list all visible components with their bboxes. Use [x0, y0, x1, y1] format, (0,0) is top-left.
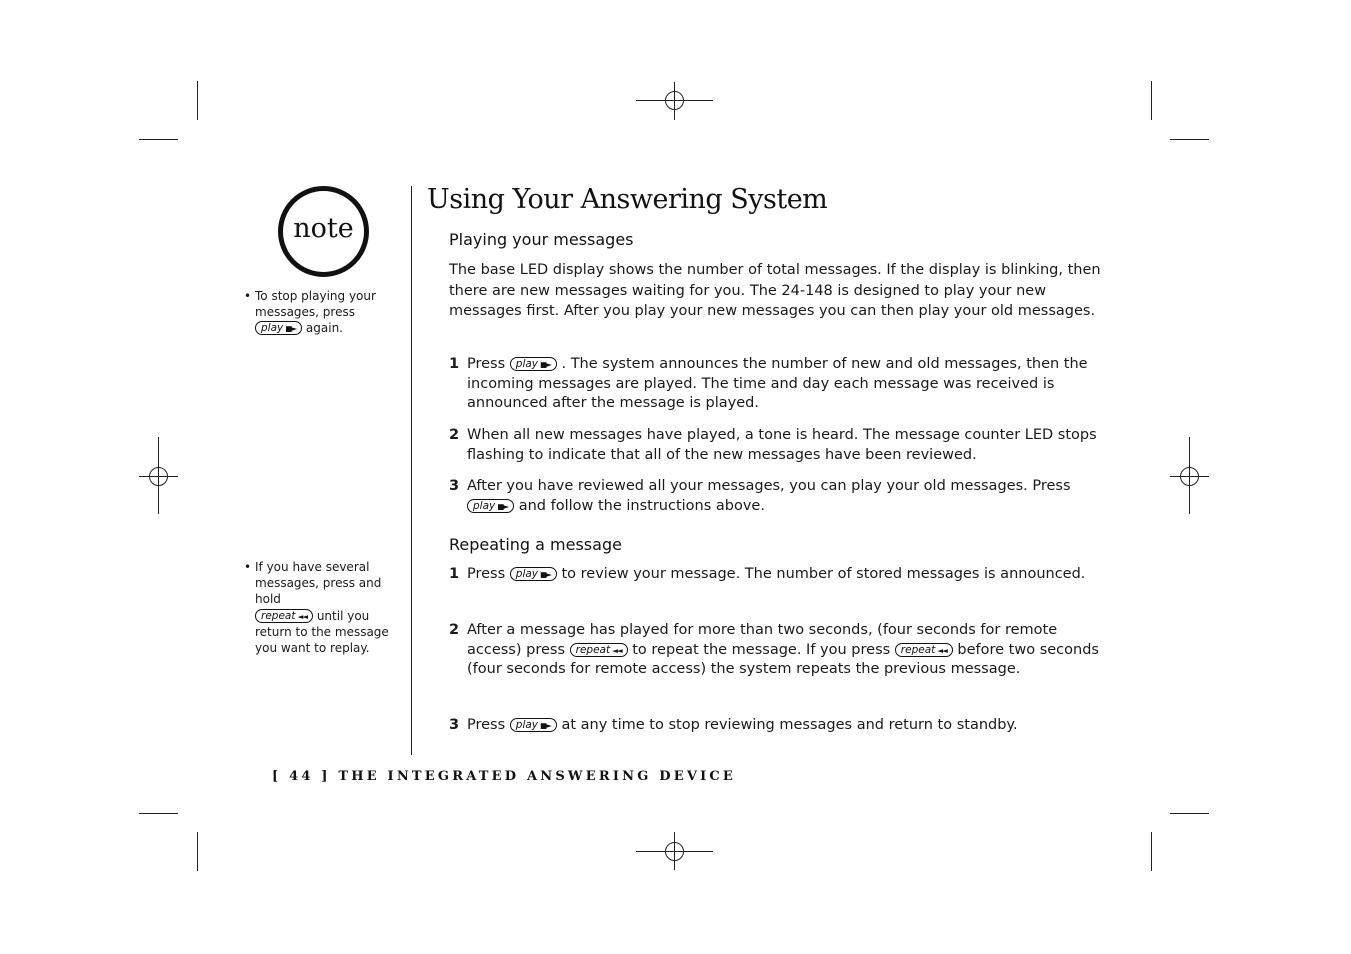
- play-button-icon: play ■►: [255, 321, 302, 335]
- crop-mark: [139, 139, 178, 140]
- repeat-button-icon: repeat ◄◄: [255, 609, 313, 623]
- page-footer: [ 44 ] THE INTEGRATED ANSWERING DEVICE: [272, 769, 737, 784]
- play-button-icon: play ■►: [510, 357, 557, 371]
- note-badge-label: note: [293, 213, 354, 244]
- side-note-stop-playing: • To stop playing your messages, press play ■► again.: [244, 289, 376, 336]
- side-note-repeat: • If you have several messages, press and hold repeat ◄◄ until you return to the message you want to replay.: [244, 560, 389, 656]
- repeat-button-icon: repeat ◄◄: [570, 643, 628, 657]
- playing-intro: The base LED display shows the number of total messages. If the display is blinking, then there are new messages waiting for you. The 24-148 is designed to play your new messages first. After you play your new messages you can then play your old messages.: [449, 262, 1101, 319]
- crop-mark: [197, 832, 198, 871]
- play-button-icon: play ■►: [510, 718, 557, 732]
- crop-mark: [1151, 81, 1152, 120]
- list-item: 1 Press play ■► to review your message. The number of stored messages is announced.: [449, 566, 1086, 582]
- section-heading-playing: Playing your messages: [449, 230, 634, 249]
- list-item: 1 Press play ■► . The system announces the number of new and old messages, then the incoming messages are played. The time and day each message was received is announced after the message is played.: [449, 356, 1088, 411]
- column-divider: [411, 186, 412, 755]
- page-title: Using Your Answering System: [427, 184, 828, 215]
- crop-mark: [1170, 813, 1209, 814]
- crop-mark: [1151, 832, 1152, 871]
- section-heading-repeating: Repeating a message: [449, 535, 622, 554]
- list-item: 2 When all new messages have played, a tone is heard. The message counter LED stops flashing to indicate that all of the new messages have been reviewed.: [449, 427, 1097, 463]
- play-button-icon: play ■►: [510, 567, 557, 581]
- crop-mark: [197, 81, 198, 120]
- repeat-button-icon: repeat ◄◄: [895, 643, 953, 657]
- crop-mark: [139, 813, 178, 814]
- list-item: 3 Press play ■► at any time to stop reviewing messages and return to standby.: [449, 717, 1018, 733]
- play-button-icon: play ■►: [467, 499, 514, 513]
- crop-mark: [1170, 139, 1209, 140]
- list-item: 2 After a message has played for more than two seconds, (four seconds for remote access) press repeat ◄◄ to repeat the message. If you press repeat ◄◄ before two seconds (four seconds for remote access) the system repeats the previous message.: [449, 622, 1099, 677]
- note-badge: [278, 186, 369, 277]
- list-item: 3 After you have reviewed all your messages, you can play your old messages. Press play ■► and follow the instructions above.: [449, 478, 1071, 514]
